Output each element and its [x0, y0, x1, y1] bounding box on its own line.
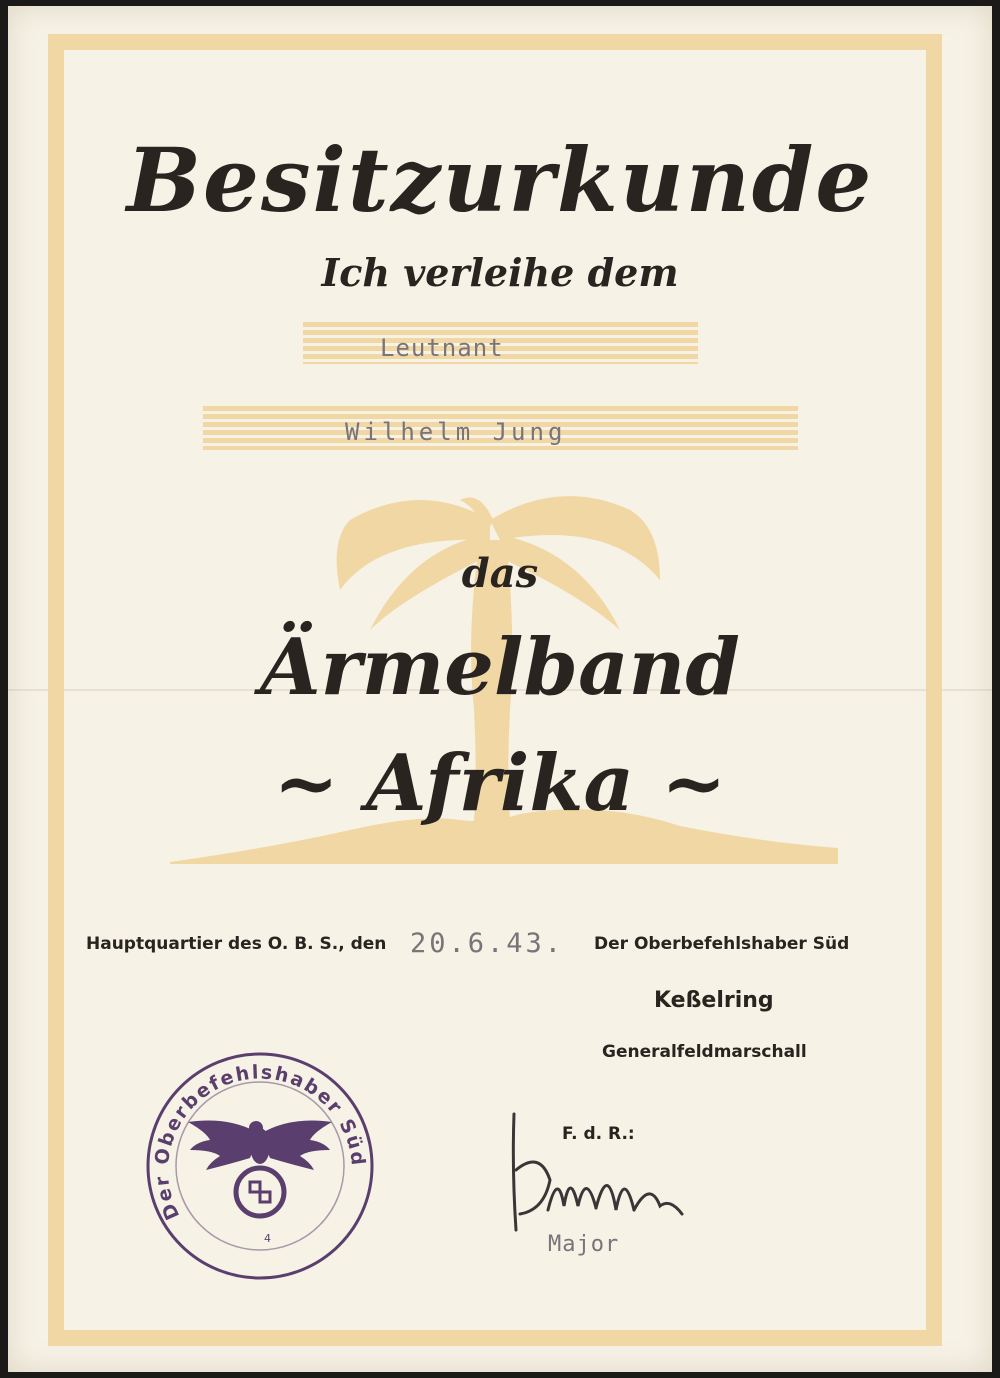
certificate-subtitle: Ich verleihe dem — [321, 250, 679, 295]
commander-title: Der Oberbefehlshaber Süd — [594, 934, 850, 954]
signature-scribble — [500, 1110, 700, 1250]
das-label: das — [461, 550, 539, 597]
eagle-stamp-icon — [140, 1046, 380, 1286]
fdr-label: F. d. R.: — [562, 1124, 635, 1144]
stamp-number: 4 — [264, 1232, 271, 1245]
date-field: 20.6.43. — [410, 928, 565, 959]
award-title-line2: ~ Afrika ~ — [273, 738, 727, 829]
name-field: Wilhelm Jung — [345, 418, 567, 446]
signer-rank: Major — [548, 1232, 620, 1257]
rank-field: Leutnant — [380, 334, 504, 362]
commander-name: Keßelring — [654, 988, 774, 1013]
certificate-title: Besitzurkunde — [126, 128, 874, 232]
hq-text: Hauptquartier des O. B. S., den — [86, 934, 387, 954]
commander-rank: Generalfeldmarschall — [602, 1042, 807, 1062]
stamp-text: Der Oberbefehlshaber Süd — [150, 1061, 370, 1224]
award-title-line1: Ärmelband — [260, 622, 740, 713]
